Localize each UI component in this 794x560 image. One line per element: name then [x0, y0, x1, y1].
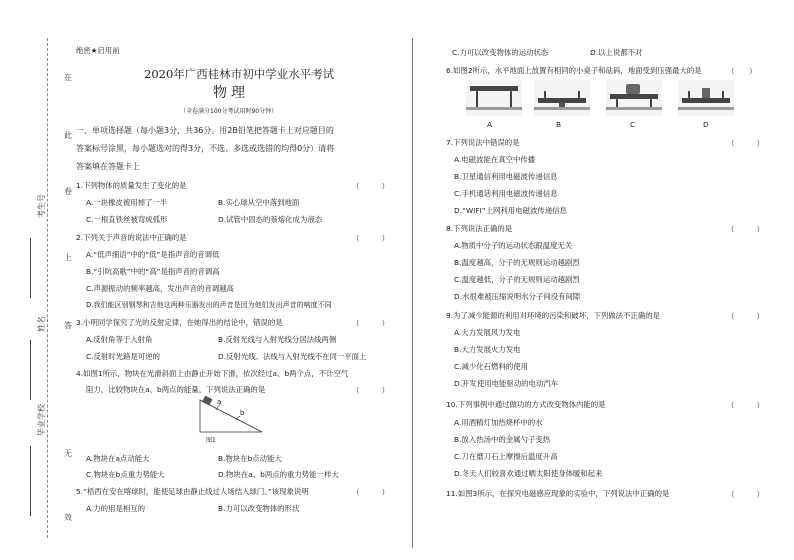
q4-stem-line1: 4.如图1所示，物块在光滑斜面上由静止开始下滑，依次经过a、b两个点，不计空气	[76, 369, 349, 378]
fig2-label-c: C	[630, 120, 636, 129]
q4-option-c: C.物块在b点重力势能大	[86, 470, 165, 479]
q9-option-b: B.大力发展火力发电	[454, 345, 521, 354]
exam-number-label: 考生号	[37, 194, 46, 218]
q9-option-a: A.大力发展风力发电	[454, 328, 521, 337]
fig2-label-b: B	[556, 120, 562, 129]
q6-answer-paren: （ ）	[727, 67, 757, 76]
q8-option-a: A.物质中分子的运动状态跟温度无关	[454, 241, 573, 250]
q2-option-b: B.“引吭高歌”中的“高”是指声音的音调高	[86, 267, 220, 276]
secret-label: 绝密★启用前	[76, 46, 120, 55]
q3-option-a: A.反射角等于入射角	[86, 335, 153, 344]
figure-2-tables	[466, 80, 756, 116]
q5-option-b: B.力可以改变物体的形状	[218, 504, 300, 513]
q5-answer-paren: （ ）	[352, 488, 389, 497]
q2-answer-paren: （ ）	[352, 234, 389, 243]
figure-1-caption: 图1	[206, 437, 216, 444]
gutter-char-3: 卷	[64, 187, 72, 196]
q10-option-a: A.用酒精灯加热烧杯中的水	[454, 418, 543, 427]
q7-stem: 7.下列说法中错误的是	[446, 138, 520, 147]
q9-stem: 9.为了减少能源的利用对环境的污染和破坏，下列做法不正确的是	[446, 311, 660, 320]
q1-option-b: B.实心球从空中落到地面	[218, 198, 300, 207]
q9-option-d: D.开发使用电能驱动的电动汽车	[454, 379, 559, 388]
q2-stem: 2.下列关于声音的说法中正确的是	[76, 233, 187, 242]
q8-option-c: C.温度越低，分子的无规则运动越剧烈	[454, 275, 580, 284]
q9-option-c: C.减少化石燃料的使用	[454, 362, 529, 371]
q11-stem: 11.如图3所示，在探究电磁感应现象的实验中，下列说法中正确的是	[446, 489, 670, 498]
q4-option-b: B.物块在b点动能大	[218, 454, 282, 463]
q4-option-d: D.物块在a、b两点的重力势能一样大	[218, 470, 339, 479]
q7-option-c: C.手机通话利用电磁波传递信息	[454, 189, 558, 198]
school-label: 毕业学校	[37, 404, 46, 436]
q5-option-a: A.力的用是相互的	[86, 504, 146, 513]
q4-answer-paren: （ ）	[352, 386, 389, 395]
fig2-label-d: D	[703, 120, 709, 129]
gutter-char-4: 上	[64, 253, 72, 262]
q4-option-a: A.物块在a点动能大	[86, 454, 150, 463]
q8-option-d: D.水很难被压缩说明水分子间没有间隙	[454, 292, 581, 301]
gutter-char-2: 此	[64, 131, 72, 140]
q3-stem: 3.小明同学探究了光的反射定律，在她得出的结论中，错误的是	[76, 318, 283, 327]
section1-line3: 答案填在答题卡上	[76, 162, 140, 171]
school-field[interactable]	[30, 446, 31, 516]
q3-option-b: B.反射光线与入射光线分居法线两侧	[218, 335, 337, 344]
q1-answer-paren: （ ）	[352, 182, 389, 191]
subject-title: 物理	[213, 85, 249, 101]
gutter-char-6: 无	[64, 449, 72, 458]
gutter-char-5: 答	[64, 321, 72, 330]
fig2-label-a: A	[487, 120, 493, 129]
q6-stem: 6.如图2所示，水平地面上放置有相同的小桌子和砝码，地面受到压强最大的是	[446, 66, 702, 75]
q10-stem: 10.下列事例中通过做功的方式改变物体内能的是	[446, 400, 606, 409]
point-a-label: a	[217, 398, 222, 406]
gutter-char-7: 效	[64, 513, 72, 522]
q7-option-d: D.“WIFI”上网利用电磁波传递信息	[454, 206, 567, 215]
q8-option-b: B.温度越高，分子的无规则运动越剧烈	[454, 258, 580, 267]
exam-number-field[interactable]	[30, 238, 31, 298]
q3-answer-paren: （ ）	[352, 319, 389, 328]
exam-title: 2020年广西桂林市初中学业水平考试	[144, 67, 335, 81]
q1-option-a: A.一块橡皮被用掉了一半	[86, 198, 168, 207]
q10-option-d: D.冬天人们较喜欢通过晒太阳使身体暖和起来	[454, 469, 603, 478]
q2-option-a: A.“低声细语”中的“低”是指声音的音调低	[86, 250, 220, 259]
q1-option-c: C.一根直铁丝被弯成弧形	[86, 215, 168, 224]
score-note: （全卷满分100分考试用时90分钟）	[180, 108, 278, 115]
q1-stem: 1.下列物体的质量发生了变化的是	[76, 181, 187, 190]
q5-option-c: C.力可以改变物体的运动状态	[452, 48, 549, 57]
q5-option-d: D.以上说都不对	[590, 48, 643, 57]
q10-answer-paren: （ ）	[727, 401, 764, 410]
q2-option-d: D.我们能区别钢琴和吉他这两种乐器发出的声音是因为他们发出声音的响度不同	[86, 301, 332, 309]
q8-stem: 8.下列说法正确的是	[446, 224, 513, 233]
q3-option-c: C.反射时光路是可逆的	[86, 352, 161, 361]
q10-option-c: C.刀在磨刀石上摩擦后温度升高	[454, 452, 558, 461]
q10-option-b: B.放入热汤中的金属勺子变热	[454, 435, 551, 444]
q7-answer-paren: （ ）	[727, 139, 764, 148]
q9-answer-paren: （ ）	[727, 312, 764, 321]
binding-line	[47, 38, 48, 538]
q4-stem-line2: 阻力，比较物块在a、b两点的能量，下列说法正确的是	[86, 385, 266, 394]
section1-line1: 一、单项选择题（每小题3分，共36分。用2B铅笔把答题卡上对应题目的	[76, 126, 334, 135]
q7-option-a: A.电磁波能在真空中传播	[454, 155, 536, 164]
point-b-label: b	[240, 409, 245, 417]
q1-option-d: D.试管中固态的萘熔化成为液态	[218, 215, 323, 224]
q7-option-b: B.卫星通信利用电磁波传递信息	[454, 172, 558, 181]
name-label: 姓名	[37, 316, 46, 332]
q11-answer-paren: （ ）	[727, 490, 764, 499]
q8-answer-paren: （ ）	[727, 225, 764, 234]
section1-line2: 答案标号涂黑，每小题选对的得3分，不选、多选或选错的均得0分）请将	[76, 144, 335, 153]
gutter-char-1: 在	[64, 73, 72, 82]
q5-stem: 5.“梧西在安在喀球时，能使足球由静止线过人场结入球门。”该现象说明	[76, 487, 309, 496]
column-divider	[412, 38, 413, 548]
name-field[interactable]	[30, 340, 31, 400]
q2-option-c: C.声源振动的频率越高，发出声音的音调越高	[86, 284, 234, 293]
q3-option-d: D.反射光线、法线与入射光线不在同一平面上	[218, 352, 367, 361]
